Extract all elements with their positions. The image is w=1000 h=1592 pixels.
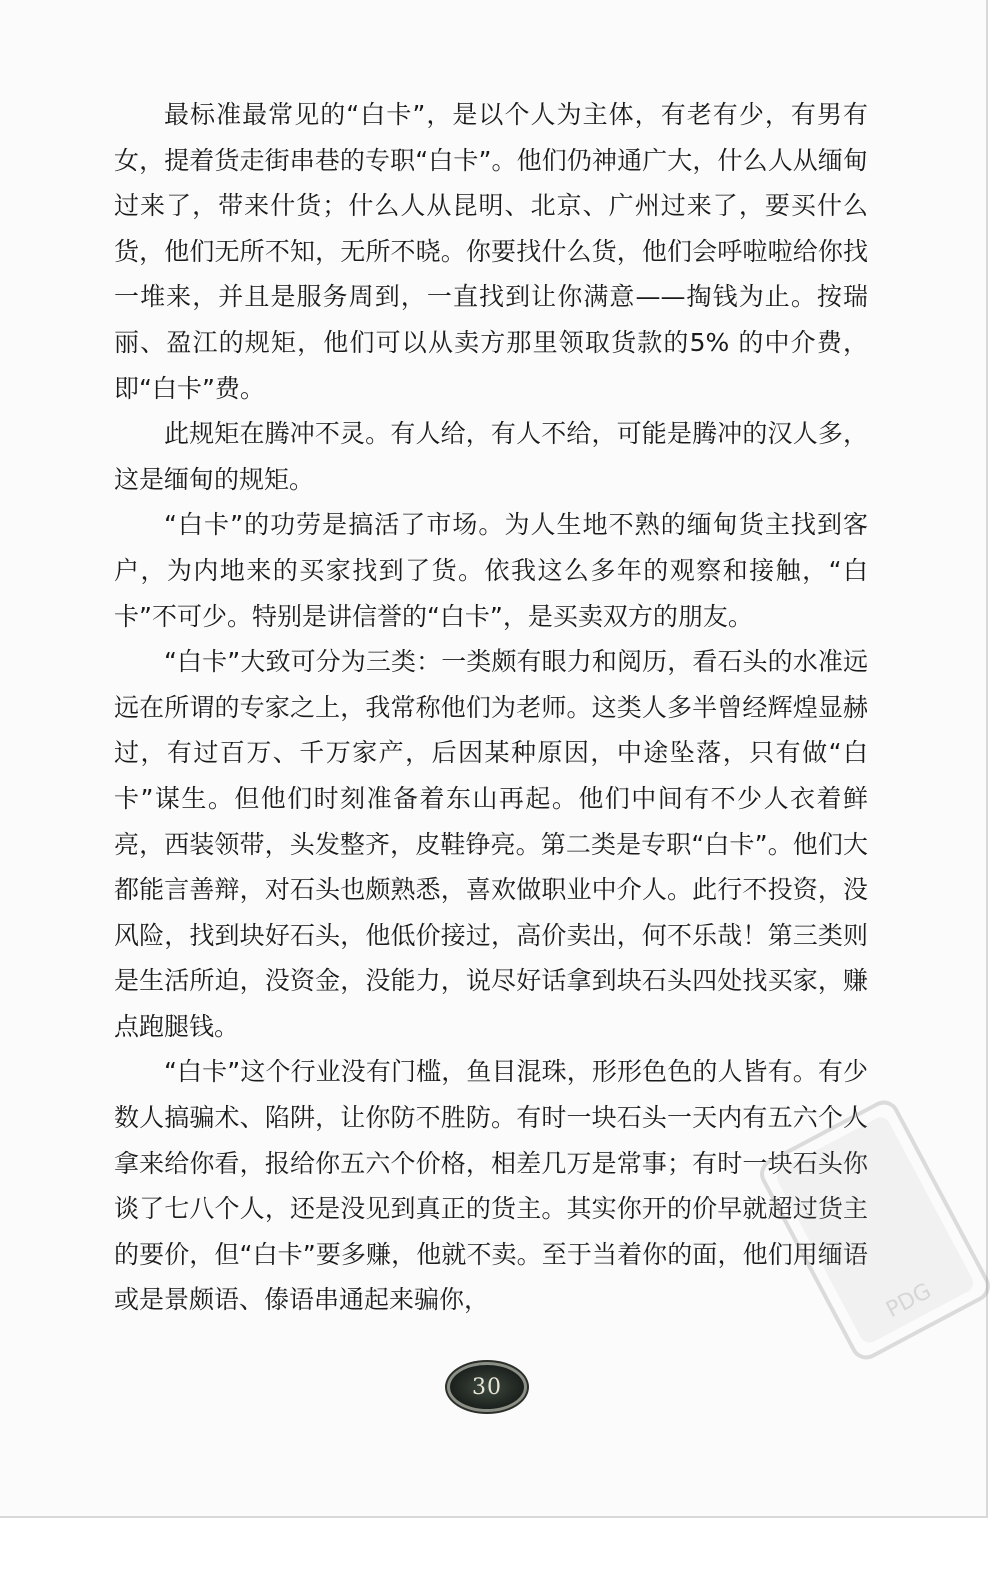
paragraph: “白卡”的功劳是搞活了市场。为人生地不熟的缅甸货主找到客户，为内地来的买家找到了货。依我这么多年的观察和接触，“白卡”不可少。特别是讲信誉的“白卡”，是买卖双方的朋友。 bbox=[114, 510, 868, 631]
page-number: 30 bbox=[472, 1374, 502, 1400]
paragraph: “白卡”大致可分为三类：一类颇有眼力和阅历，看石头的水准远远在所谓的专家之上，我常称他们为老师。这类人多半曾经辉煌显赫过，有过百万、千万家产，后因某种原因，中途坠落，只有做“白卡”谋生。但他们时刻准备着东山再起。他们中间有不少人衣着鲜亮，西装领带，头发整齐，皮鞋铮亮。第二类是专职“白卡”。他们大都能言善辩，对石头也颇熟悉，喜欢做职业中介人。此行不投资，没风险，找到块好石头，他低价接过，高价卖出，何不乐哉！第三类则是生活所迫，没资金，没能力，说尽好话拿到块石头四处找买家，赚点跑腿钱。 bbox=[114, 647, 868, 1041]
watermark-seal bbox=[760, 1080, 990, 1380]
body-text bbox=[114, 92, 868, 1323]
paragraph: “白卡”这个行业没有门槛，鱼目混珠，形形色色的人皆有。有少数人搞骗术、陷阱，让你防不胜防。有时一块石头一天内有五六个人拿来给你看，报给你五六个价格，相差几万是常事；有时一块石头你谈了七八个人，还是没见到真正的货主。其实你开的价早就超过货主的要价，但“白卡”要多赚，他就不卖。至于当着你的面，他们用缅语或是景颇语、傣语串通起来骗你， bbox=[114, 1057, 868, 1315]
watermark-label: PDG bbox=[882, 1278, 936, 1324]
paragraph: 此规矩在腾冲不灵。有人给，有人不给，可能是腾冲的汉人多，这是缅甸的规矩。 bbox=[114, 419, 868, 494]
paragraph: 最标准最常见的“白卡”，是以个人为主体，有老有少，有男有女，提着货走街串巷的专职“白卡”。他们仍神通广大，什么人从缅甸过来了，带来什货；什么人从昆明、北京、广州过来了，要买什么货，他们无所不知，无所不晓。你要找什么货，他们会呼啦啦给你找一堆来，并且是服务周到，一直找到让你满意——掏钱为止。按瑞丽、盈江的规矩，他们可以从卖方那里领取货款的5% 的中介费，即“白卡”费。 bbox=[114, 100, 868, 403]
page-number-badge bbox=[450, 1365, 524, 1409]
